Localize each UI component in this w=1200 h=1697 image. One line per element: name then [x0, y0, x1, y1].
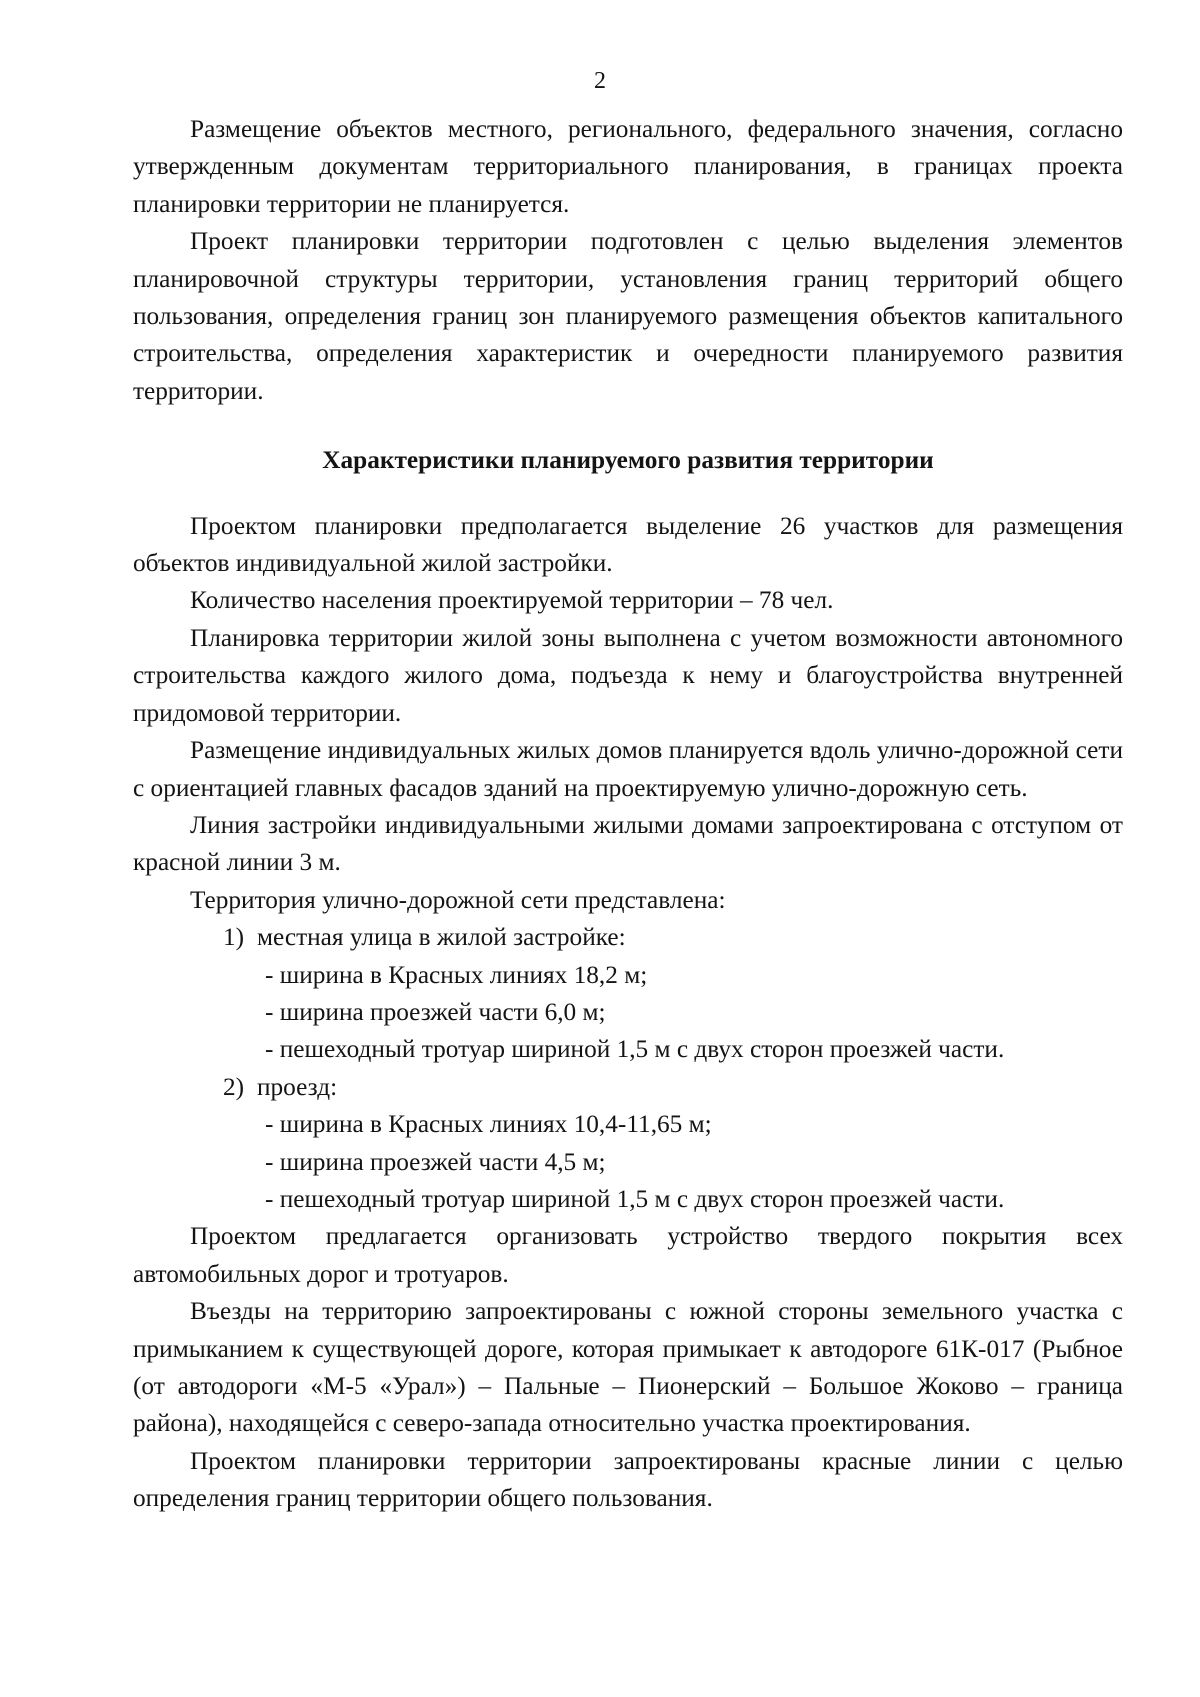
paragraph-entrances: Въезды на территорию запроектированы с южной стороны земельного участка с примыканием к существующей дороге, которая примыкает к автодороге 61К-017 (Рыбное (от автодороги «М-5 «Урал») – Пальные – Пионерский – Большое Жоково – граница района), находящейся с северо-запада относительно участка проектирования. [133, 1297, 1123, 1438]
road-type-2-item-1: - ширина в Красных линиях 10,4-11,65 м; [265, 1110, 712, 1139]
road-type-1-title: местная улица в жилой застройке: [257, 923, 626, 952]
road-type-list [133, 919, 1123, 1218]
road-type-1-item-1: - ширина в Красных линиях 18,2 м; [265, 960, 648, 989]
road-type-1-number: 1) [223, 923, 245, 952]
road-type-1 [133, 919, 1123, 956]
paragraph-intro-2: Проект планировки территории подготовлен с целью выделения элементов планировочной структуры территории, установления границ территорий общего пользования, определения границ зон планируемого размещения объектов капитального строительства, определения характеристик и очередности планируемого развития территории. [133, 227, 1123, 405]
paragraph-population: Количество населения проектируемой территории – 78 чел. [190, 586, 834, 615]
paragraph-building-line: Линия застройки индивидуальными жилыми домами запроектирована с отступом от красной линии 3 м. [133, 810, 1123, 877]
page-number: 2 [594, 68, 606, 94]
paragraph-paving: Проектом предлагается организовать устройство твердого покрытия всех автомобильных дорог и тротуаров. [133, 1222, 1123, 1288]
road-type-2-title: проезд: [257, 1072, 338, 1101]
road-type-2 [133, 1069, 1123, 1106]
road-type-1-item-2: - ширина проезжей части 6,0 м; [265, 997, 606, 1026]
paragraph-house-placement: Размещение индивидуальных жилых домов планируется вдоль улично-дорожной сети с ориентацией главных фасадов зданий на проектируемую улично-дорожную сеть. [133, 736, 1123, 802]
section-heading: Характеристики планируемого развития территории [322, 446, 934, 475]
paragraph-plots: Проектом планировки предполагается выделение 26 участков для размещения объектов индивидуальной жилой застройки. [133, 511, 1123, 578]
road-type-2-number: 2) [223, 1072, 245, 1101]
road-type-2-item-2: - ширина проезжей части 4,5 м; [265, 1147, 606, 1176]
paragraph-red-lines: Проектом планировки территории запроектированы красные линии с целью определения границ территории общего пользования. [133, 1446, 1123, 1513]
road-type-1-item-3: - пешеходный тротуар шириной 1,5 м с двух сторон проезжей части. [265, 1035, 1005, 1064]
paragraph-road-network-intro: Территория улично-дорожной сети представлена: [190, 885, 726, 914]
paragraph-zone-planning: Планировка территории жилой зоны выполнена с учетом возможности автономного строительства каждого жилого дома, подъезда к нему и благоустройства внутренней придомовой территории. [133, 623, 1123, 727]
paragraph-intro-1: Размещение объектов местного, регионального, федерального значения, согласно утвержденным документам территориального планирования, в границах проекта планировки территории не планируется. [133, 115, 1123, 218]
document-body [133, 111, 1123, 1518]
road-type-2-item-3: - пешеходный тротуар шириной 1,5 м с двух сторон проезжей части. [265, 1184, 1005, 1213]
